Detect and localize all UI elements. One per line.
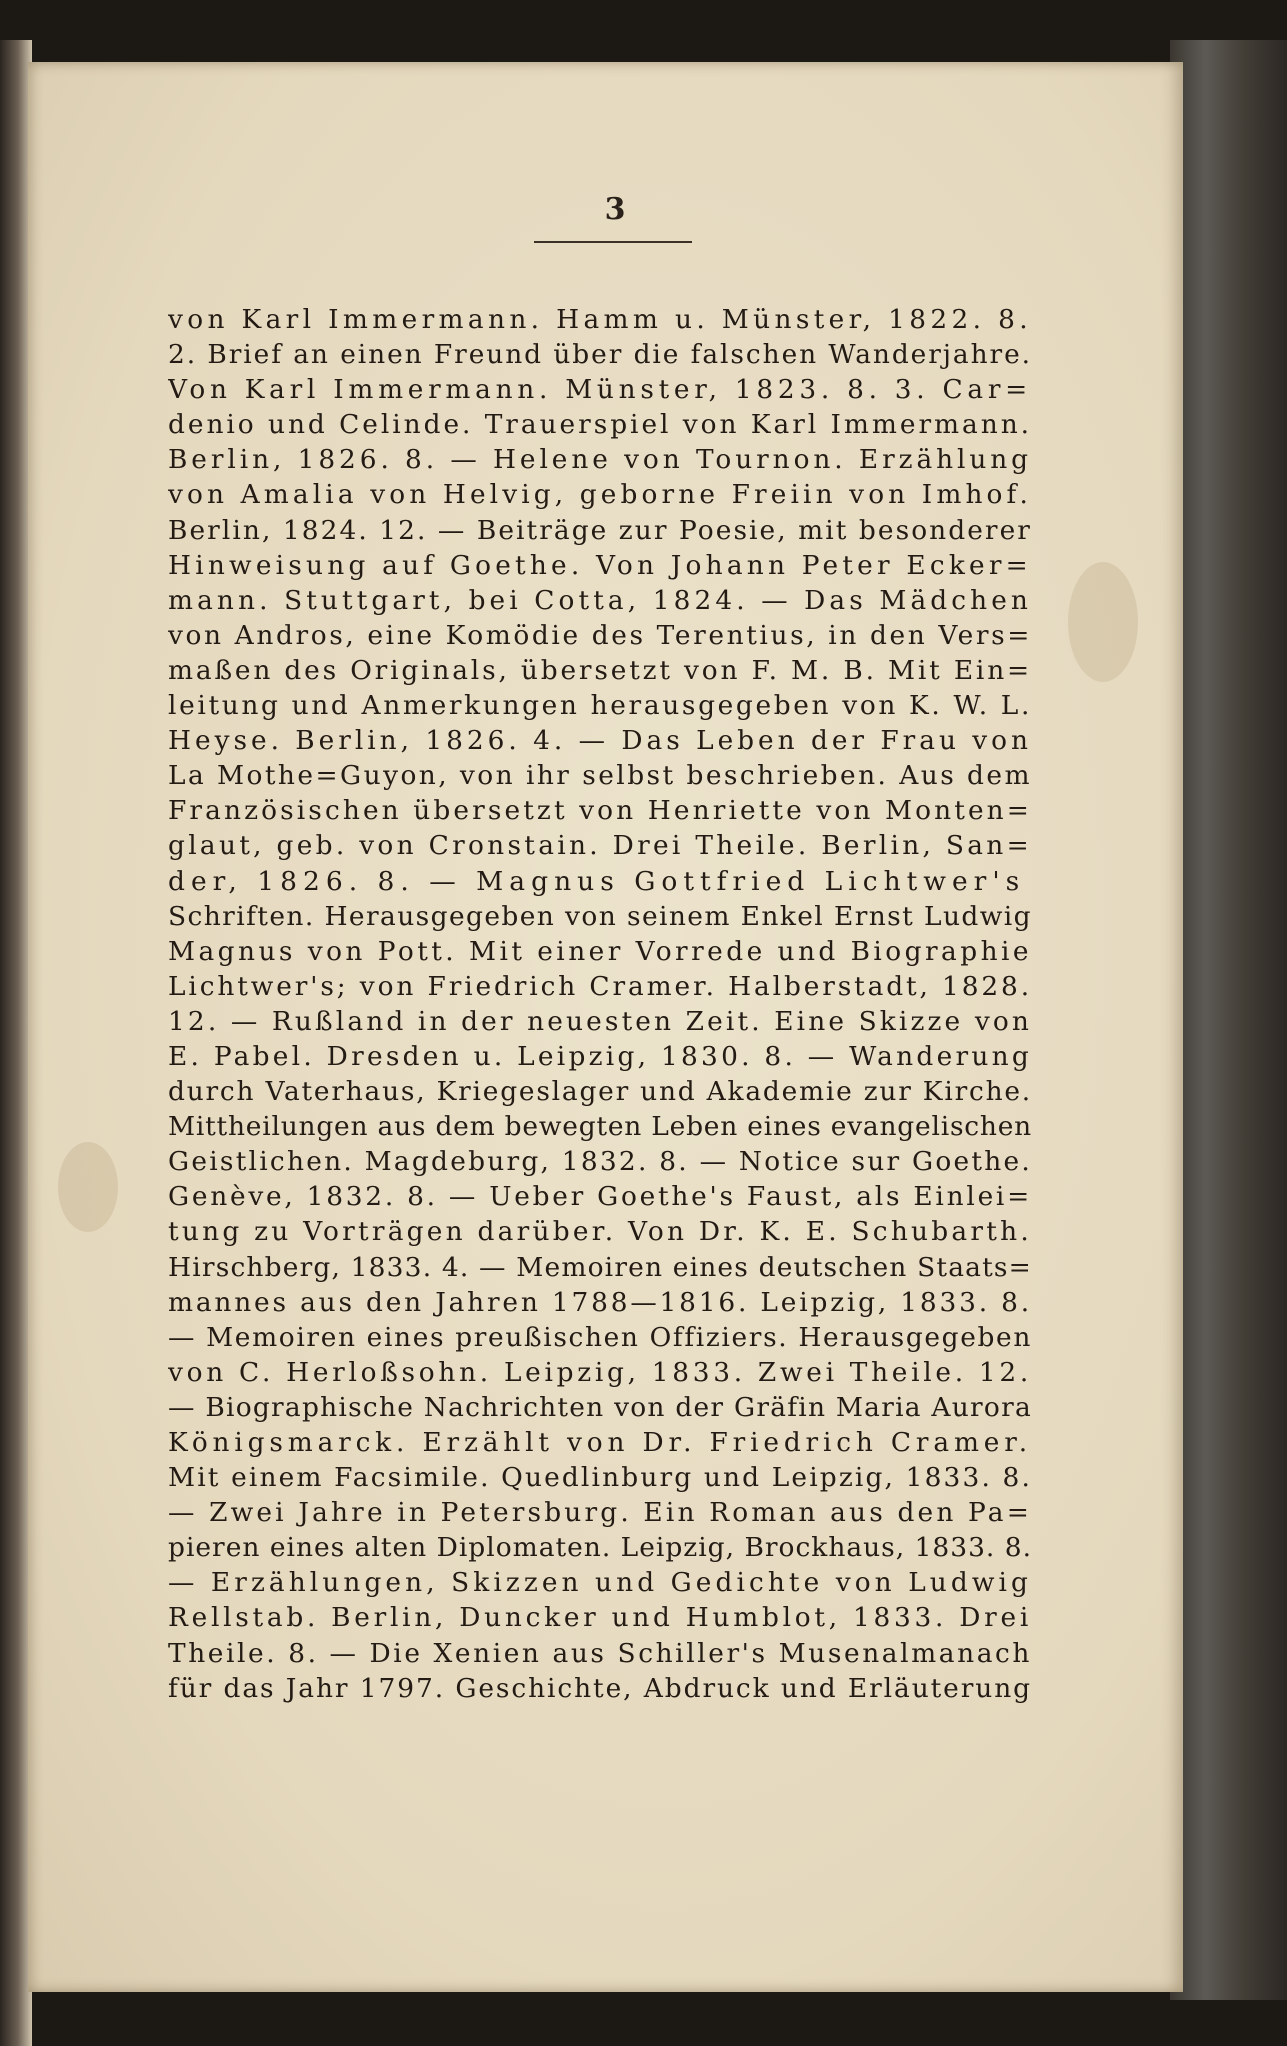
text-line: Von Karl Immermann. Münster, 1823. 8. 3. Car= <box>168 374 1032 406</box>
text-line: glaut, geb. von Cronstain. Drei Theile. Berlin, San= <box>168 830 1032 862</box>
text-line: — Erzählungen, Skizzen und Gedichte von Ludwig <box>168 1567 1032 1599</box>
text-line: leitung und Anmerkungen herausgegeben von K. W. L. <box>168 690 1032 722</box>
text-line: — Zwei Jahre in Petersburg. Ein Roman aus den Pa= <box>168 1497 1032 1529</box>
text-line: Heyse. Berlin, 1826. 4. — Das Leben der Frau von <box>168 725 1032 757</box>
text-line: Königsmarck. Erzählt von Dr. Friedrich Cramer. <box>168 1427 1032 1458</box>
text-line: durch Vaterhaus, Kriegeslager und Akademie zur Kirche. <box>168 1076 1032 1108</box>
text-line: Berlin, 1826. 8. — Helene von Tournon. Erzählung <box>168 444 1032 476</box>
text-line: Berlin, 1824. 12. — Beiträge zur Poesie, mit besonderer <box>168 514 1032 546</box>
text-line: Hinweisung auf Goethe. Von Johann Peter Ecker= <box>168 549 1032 581</box>
text-line: pieren eines alten Diplomaten. Leipzig, Brockhaus, 1833. 8. <box>168 1532 1032 1564</box>
text-line: 2. Brief an einen Freund über die falschen Wanderjahre. <box>168 339 1032 371</box>
text-line: La Mothe=Guyon, von ihr selbst beschrieben. Aus dem <box>168 760 1032 792</box>
text-line: Magnus von Pott. Mit einer Vorrede und Biographie <box>168 935 1032 967</box>
text-line: Mittheilungen aus dem bewegten Leben eines evangelischen <box>168 1111 1032 1143</box>
text-line: Lichtwer's; von Friedrich Cramer. Halberstadt, 1828. <box>168 970 1032 1002</box>
text-line: Geistlichen. Magdeburg, 1832. 8. — Notice sur Goethe. <box>168 1146 1032 1178</box>
text-line: von Karl Immermann. Hamm u. Münster, 1822. 8. <box>168 304 1032 335</box>
text-line: 12. — Rußland in der neuesten Zeit. Eine Skizze von <box>168 1005 1032 1037</box>
text-line: von Amalia von Helvig, geborne Freiin von Imhof. <box>168 479 1032 511</box>
body-text <box>168 302 1032 1706</box>
text-line: Mit einem Facsimile. Quedlinburg und Leipzig, 1833. 8. <box>168 1462 1032 1494</box>
text-line: von C. Herloßsohn. Leipzig, 1833. Zwei Theile. 12. <box>168 1356 1032 1388</box>
text-line: denio und Celinde. Trauerspiel von Karl Immermann. <box>168 409 1032 441</box>
text-line: mann. Stuttgart, bei Cotta, 1824. — Das Mädchen <box>168 584 1032 616</box>
text-line: mannes aus den Jahren 1788—1816. Leipzig, 1833. 8. <box>168 1286 1032 1318</box>
paper-stain <box>58 1142 118 1232</box>
text-line: — Biographische Nachrichten von der Gräfin Maria Aurora <box>168 1391 1032 1423</box>
book-cover-edge <box>1170 40 1287 2000</box>
text-line: — Memoiren eines preußischen Offiziers. Herausgegeben <box>168 1321 1032 1353</box>
text-line: Genève, 1832. 8. — Ueber Goethe's Faust, als Einlei= <box>168 1181 1032 1213</box>
text-line: Schriften. Herausgegeben von seinem Enkel Ernst Ludwig <box>168 900 1032 932</box>
text-line: Theile. 8. — Die Xenien aus Schiller's Musenalmanach <box>168 1637 1032 1669</box>
text-line: der, 1826. 8. — Magnus Gottfried Lichtwer's <box>168 865 1026 897</box>
text-line: Rellstab. Berlin, Duncker und Humblot, 1833. Drei <box>168 1602 1032 1634</box>
text-line: Französischen übersetzt von Henriette von Monten= <box>168 795 1032 827</box>
paper-stain <box>1068 562 1138 682</box>
text-line: von Andros, eine Komödie des Terentius, in den Vers= <box>168 619 1032 651</box>
text-line: für das Jahr 1797. Geschichte, Abdruck und Erläuterung <box>168 1672 1032 1704</box>
header-rule <box>534 241 692 243</box>
text-line: maßen des Originals, übersetzt von F. M. B. Mit Ein= <box>168 654 1032 686</box>
page-number: 3 <box>604 192 626 227</box>
text-line: E. Pabel. Dresden u. Leipzig, 1830. 8. — Wanderung <box>168 1040 1032 1072</box>
text-line: tung zu Vorträgen darüber. Von Dr. K. E. Schubarth. <box>168 1216 1032 1248</box>
text-line: Hirschberg, 1833. 4. — Memoiren eines deutschen Staats= <box>168 1251 1032 1283</box>
